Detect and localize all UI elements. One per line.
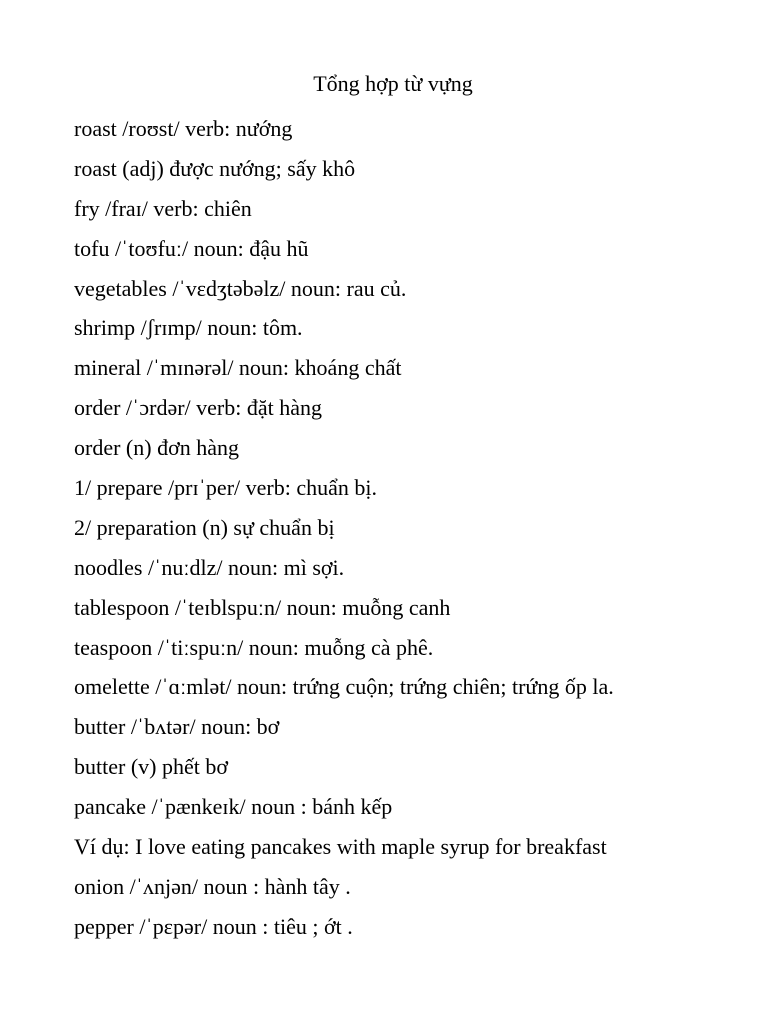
- vocab-line: teaspoon /ˈtiːspuːn/ noun: muỗng cà phê.: [74, 634, 434, 660]
- vocab-line: vegetables /ˈvɛdʒtəbəlz/ noun: rau củ.: [74, 275, 407, 301]
- vocab-line: tofu /ˈtoʊfuː/ noun: đậu hũ: [74, 235, 309, 261]
- document-title: Tổng hợp từ vựng: [313, 71, 473, 96]
- vocab-line: tablespoon /ˈteɪblspuːn/ noun: muỗng canh: [74, 594, 451, 620]
- vocab-line: pancake /ˈpænkeɪk/ noun : bánh kếp: [74, 794, 393, 820]
- vocab-line: 1/ prepare /prɪˈper/ verb: chuẩn bị.: [74, 475, 377, 501]
- vocab-line: noodles /ˈnuːdlz/ noun: mì sợi.: [74, 554, 345, 580]
- vocab-line: shrimp /ʃrɪmp/ noun: tôm.: [74, 315, 303, 341]
- vocab-line: mineral /ˈmɪnərəl/ noun: khoáng chất: [74, 355, 402, 381]
- vocab-line: omelette /ˈɑːmlət/ noun: trứng cuộn; trứng chiên; trứng ốp la.: [74, 674, 614, 700]
- vocab-line: butter (v) phết bơ: [74, 754, 228, 780]
- vocab-line: roast (adj) được nướng; sấy khô: [74, 155, 356, 181]
- vocab-line: order /ˈɔrdər/ verb: đặt hàng: [74, 395, 322, 421]
- vocab-line: 2/ preparation (n) sự chuẩn bị: [74, 514, 335, 540]
- vocab-line: roast /roʊst/ verb: nướng: [74, 116, 293, 141]
- vocab-line: butter /ˈbʌtər/ noun: bơ: [74, 714, 280, 740]
- example-line: Ví dụ: I love eating pancakes with maple syrup for breakfast: [74, 834, 607, 860]
- vocab-line: pepper /ˈpɛpər/ noun : tiêu ; ớt .: [74, 913, 353, 939]
- vocab-line: onion /ˈʌnjən/ noun : hành tây .: [74, 873, 351, 899]
- vocab-line: order (n) đơn hàng: [74, 435, 239, 461]
- vocab-line: fry /fraɪ/ verb: chiên: [74, 195, 252, 221]
- vocabulary-list: [74, 109, 764, 947]
